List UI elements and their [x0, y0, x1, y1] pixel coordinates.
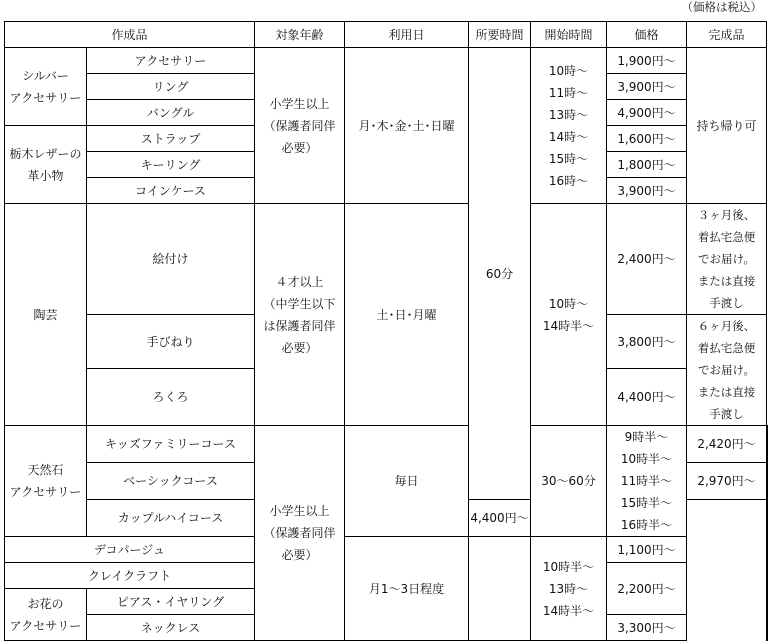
header-days: 利用日	[345, 22, 469, 48]
item-name: ベーシックコース	[87, 463, 255, 500]
item-name: キーリング	[87, 152, 255, 178]
category-stone: 天然石 アクセサリー	[5, 426, 87, 537]
item-price: 3,900円〜	[607, 74, 687, 100]
header-product: 完成品	[687, 22, 767, 48]
header-start: 開始時間	[531, 22, 607, 48]
item-price: 2,420円〜	[687, 426, 767, 463]
item-name: アクセサリー	[87, 48, 255, 74]
start-group1: 10時〜 11時〜 13時〜 14時〜 15時〜 16時〜	[531, 48, 607, 204]
category-flower: お花の アクセサリー	[5, 589, 87, 641]
start-pottery: 10時〜 14時半〜	[531, 204, 607, 426]
table-row	[5, 48, 768, 74]
start-stone: 9時半〜 10時半〜 11時半〜 15時半〜 16時半〜	[607, 426, 687, 537]
item-name: ろくろ	[87, 369, 255, 426]
product-group1: 持ち帰り可	[687, 48, 767, 204]
item-price: 4,400円〜	[469, 500, 531, 537]
duration-stone: 30〜60分	[531, 426, 607, 537]
header-duration: 所要時間	[469, 22, 531, 48]
item-price: 1,600円〜	[607, 126, 687, 152]
age-group3: 小学生以上 （保護者同伴 必要）	[255, 426, 345, 641]
table-row	[5, 426, 768, 463]
item-name: コインケース	[87, 178, 255, 204]
item-price: 2,200円〜	[607, 563, 687, 615]
item-price: 2,400円〜	[607, 204, 687, 315]
duration-60: 60分	[469, 48, 531, 500]
item-name: リング	[87, 74, 255, 100]
header-age: 対象年齢	[255, 22, 345, 48]
item-price: 3,900円〜	[607, 178, 687, 204]
start-group3: 10時半〜 13時〜 14時半〜	[531, 537, 607, 641]
item-name: ストラップ	[87, 126, 255, 152]
item-price: 2,970円〜	[687, 463, 767, 500]
item-name: カップルハイコース	[87, 500, 255, 537]
category-leather: 栃木レザーの 革小物	[5, 126, 87, 204]
age-group1: 小学生以上 （保護者同伴 必要）	[255, 48, 345, 204]
item-name: バングル	[87, 100, 255, 126]
item-price: 1,900円〜	[607, 48, 687, 74]
workshop-price-table	[4, 21, 768, 641]
item-name: キッズファミリーコース	[87, 426, 255, 463]
item-name: 手びねり	[87, 315, 255, 369]
item-price: 3,800円〜	[607, 315, 687, 369]
item-price: 3,300円〜	[607, 615, 687, 641]
age-pottery: ４才以上 （中学生以下 は保護者同伴 必要）	[255, 204, 345, 426]
item-price: 1,100円〜	[607, 537, 687, 563]
header-price: 価格	[607, 22, 687, 48]
item-price: 4,900円〜	[607, 100, 687, 126]
category-pottery: 陶芸	[5, 204, 87, 426]
item-name: クレイクラフト	[5, 563, 255, 589]
item-name: ネックレス	[87, 615, 255, 641]
item-price: 1,800円〜	[607, 152, 687, 178]
item-price: 4,400円〜	[607, 369, 687, 426]
table-row	[5, 204, 768, 315]
item-name: ピアス・イヤリング	[87, 589, 255, 615]
product-pottery-b: ６ヶ月後、 着払宅急便 でお届け。 または直接 手渡し	[687, 315, 767, 426]
item-name: 絵付け	[87, 204, 255, 315]
table-row	[5, 537, 768, 563]
days-pottery: 土･日･月曜	[345, 204, 469, 426]
header-item: 作成品	[5, 22, 255, 48]
days-group3: 月1〜3日程度	[345, 537, 469, 641]
days-group1: 月･木･金･土･日曜	[345, 48, 469, 204]
tax-note: （価格は税込）	[681, 0, 762, 14]
category-silver: シルバー アクセサリー	[5, 48, 87, 126]
duration-empty	[469, 537, 531, 641]
product-pottery-a: ３ヶ月後、 着払宅急便 でお届け。 または直接 手渡し	[687, 204, 767, 315]
product-empty	[767, 426, 768, 641]
days-stone: 毎日	[345, 426, 469, 537]
header-row	[5, 22, 768, 48]
item-name: デコパージュ	[5, 537, 255, 563]
